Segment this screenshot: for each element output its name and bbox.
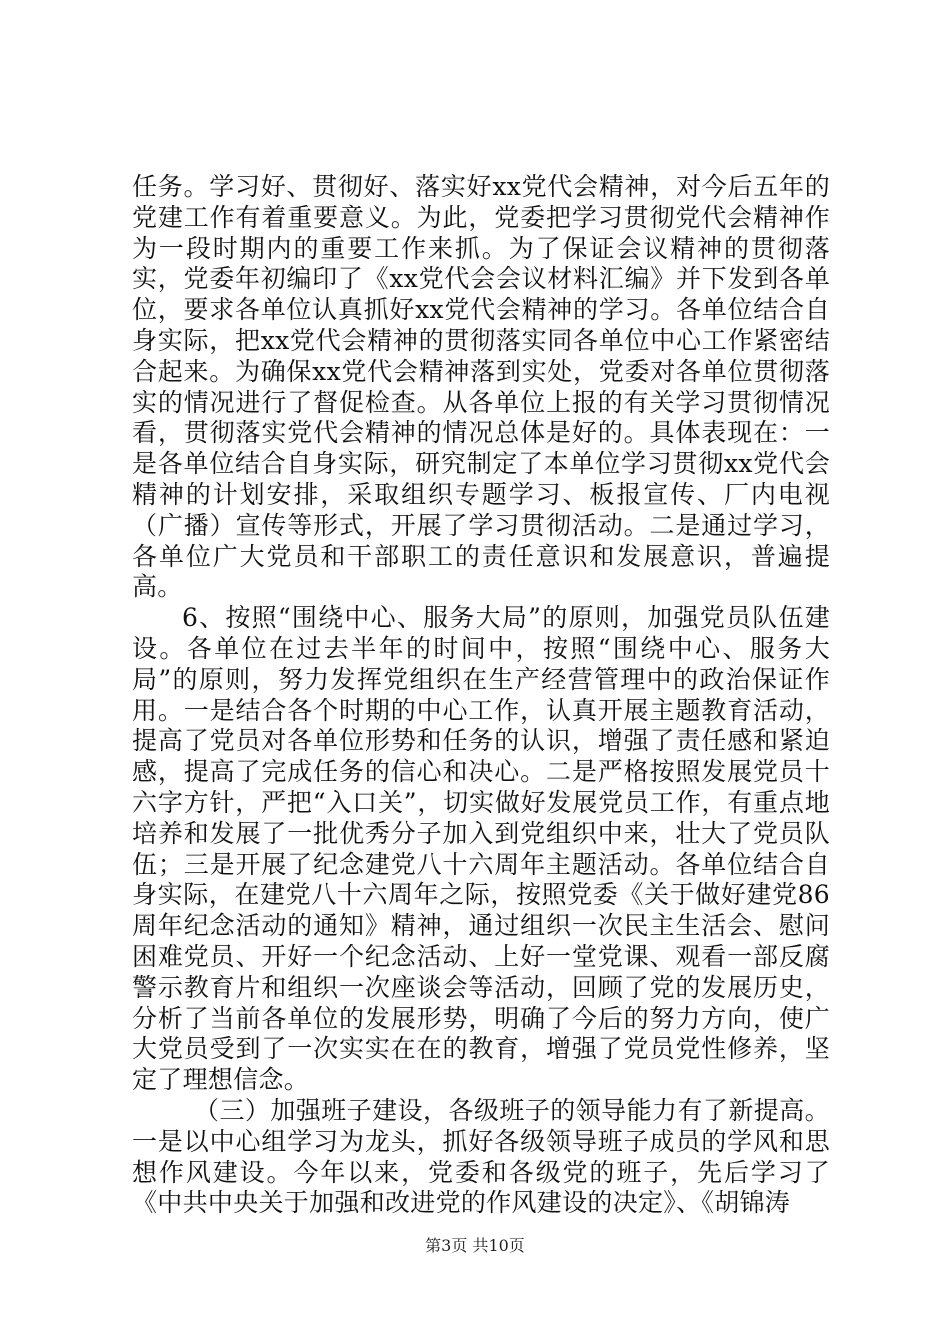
paragraph-party-congress-study: 任务。学习好、贯彻好、落实好xx党代会精神，对今后五年的党建工作有着重要意义。为此，党委把学习贯彻党代会精神作为一段时期内的重要工作来抓。为了保证会议精神的贯彻落实，党委年初编印了《xx党代会会议材料汇编》并下发到各单位，要求各单位认真抓好xx党代会精神的学习。各单位结合自身实际，把xx党代会精神的贯彻落实同各单位中心工作紧密结合起来。为确保xx党代会精神落到实处，党委对各单位贯彻落实的情况进行了督促检查。从各单位上报的有关学习贯彻情况看，贯彻落实党代会精神的情况总体是好的。具体表现在：一是各单位结合自身实际，研究制定了本单位学习贯彻xx党代会精神的计划安排，采取组织专题学习、板报宣传、厂内电视（广播）宣传等形式，开展了学习贯彻活动。二是通过学习，各单位广大党员和干部职工的责任意识和发展意识，普遍提高。 [132,172,830,602]
page-number-footer: 第3页 共10页 [425,1236,525,1255]
paragraph-leadership-building: （三）加强班子建设，各级班子的领导能力有了新提高。一是以中心组学习为龙头，抓好各级领导班子成员的学风和思想作风建设。今年以来，党委和各级党的班子，先后学习了《中共中央关于加强和改进党的作风建设的决定》、《胡锦涛 [132,1095,830,1218]
document-body [132,172,830,1219]
paragraph-party-member-team: 6、按照“围绕中心、服务大局”的原则，加强党员队伍建设。各单位在过去半年的时间中，按照“围绕中心、服务大局”的原则，努力发挥党组织在生产经营管理中的政治保证作用。一是结合各个时期的中心工作，认真开展主题教育活动，提高了党员对各单位形势和任务的认识，增强了责任感和紧迫感，提高了完成任务的信心和决心。二是严格按照发展党员十六字方针，严把“入口关”，切实做好发展党员工作，有重点地培养和发展了一批优秀分子加入到党组织中来，壮大了党员队伍；三是开展了纪念建党八十六周年主题活动。各单位结合自身实际，在建党八十六周年之际，按照党委《关于做好建党86周年纪念活动的通知》精神，通过组织一次民主生活会、慰问困难党员、开好一个纪念活动、上好一堂党课、观看一部反腐警示教育片和组织一次座谈会等活动，回顾了党的发展历史，分析了当前各单位的发展形势，明确了今后的努力方向，使广大党员受到了一次实实在在的教育，增强了党员党性修养，坚定了理想信念。 [132,603,830,1095]
